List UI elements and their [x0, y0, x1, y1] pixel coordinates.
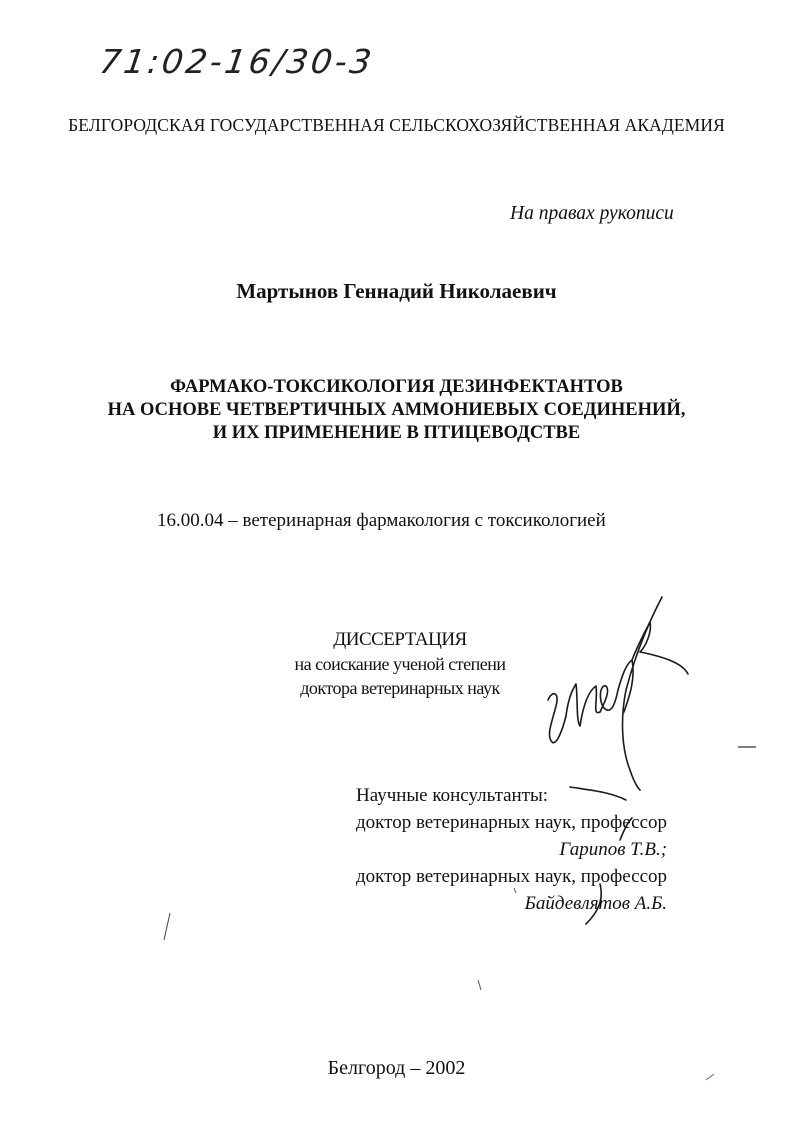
specialty-code: 16.00.04 – ветеринарная фармакология с токсикологией — [157, 510, 606, 531]
consultant-1-degree: доктор ветеринарных наук, профессор — [356, 812, 668, 833]
consultant-2-name: Байдевлятов А.Б. — [524, 893, 668, 914]
consultants-heading: Научные консультанты: — [356, 785, 549, 806]
city-year: Белгород – 2002 — [327, 1057, 466, 1079]
title-line-3: И ИХ ПРИМЕНЕНИЕ В ПТИЦЕВОДСТВЕ — [212, 423, 581, 443]
corner-mark — [706, 1074, 714, 1080]
title-line-2: НА ОСНОВЕ ЧЕТВЕРТИЧНЫХ АММОНИЕВЫХ СОЕДИНЕНИЙ, — [107, 400, 686, 420]
title-line-1: ФАРМАКО-ТОКСИКОЛОГИЯ ДЕЗИНФЕКТАНТОВ — [170, 377, 623, 397]
margin-stroke — [164, 913, 170, 940]
dissertation-heading: ДИССЕРТАЦИЯ — [333, 629, 467, 650]
institution-name: БЕЛГОРОДСКАЯ ГОСУДАРСТВЕННАЯ СЕЛЬСКОХОЗЯЙСТВЕННАЯ АКАДЕМИЯ — [68, 115, 725, 135]
signature-icon — [548, 597, 688, 924]
margin-dot — [514, 888, 516, 893]
consultant-2-degree: доктор ветеринарных наук, профессор — [356, 866, 668, 887]
consultant-1-name: Гарипов Т.В.; — [559, 839, 668, 860]
archive-code-handwritten: 71:02-16/30-3 — [97, 42, 377, 81]
author-name: Мартынов Геннадий Николаевич — [236, 279, 557, 303]
degree-line-1: на соискание ученой степени — [294, 654, 506, 674]
rights-note: На правах рукописи — [510, 203, 674, 224]
margin-tick — [478, 980, 481, 990]
degree-line-2: доктора ветеринарных наук — [300, 678, 500, 698]
